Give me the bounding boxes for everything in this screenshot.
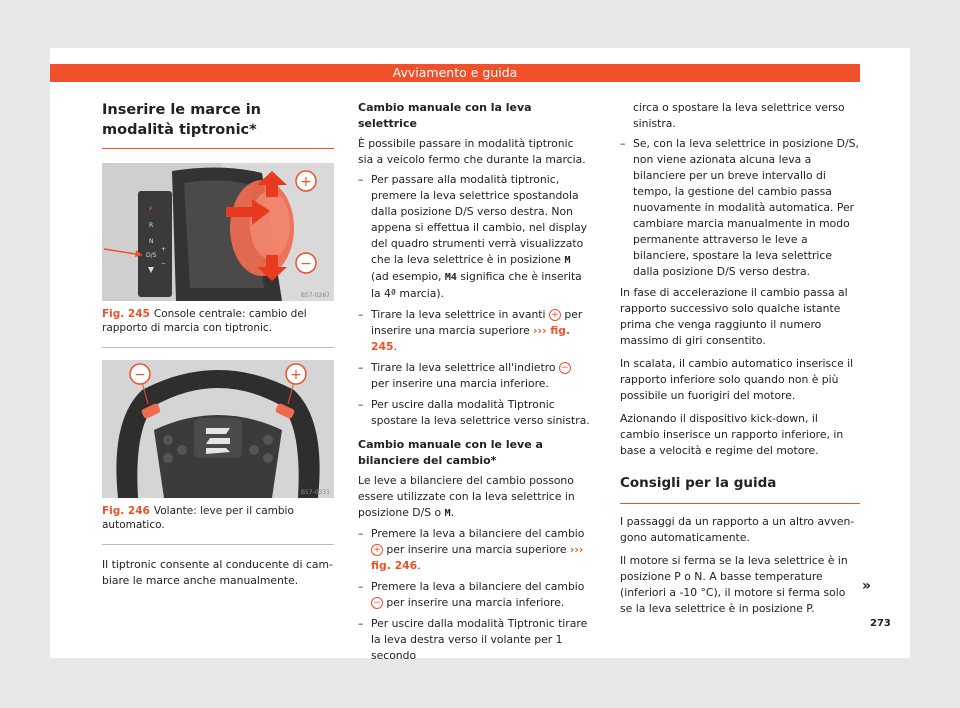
paragraph: Le leve a bilanciere del cambio possono essere utilizzate con la leva selettrice in posizione D/S o M. bbox=[358, 474, 575, 519]
brand-logo bbox=[206, 428, 230, 454]
plus-icon: + bbox=[371, 544, 383, 556]
paragraph: In scalata, il cambio automatico inserisce il rapporto inferiore solo quando non è più possibile un fuorigiri del motore. bbox=[620, 357, 854, 402]
figure-caption bbox=[102, 504, 334, 545]
list-item: – Premere la leva a bilanciere del cambio + per inserire una marcia superiore ››› fig. 246. bbox=[358, 526, 590, 574]
list-item: – Per passare alla modalità tiptronic, premere la leva selettrice spostandola dalla posizione D/S verso destra. Non appena si effettua il cambio, nel display del quadro strumenti verrà visualizzato che la leva selettrice è in posizione M (ad esempio, M4 significa che è inserita la 4ª marcia). bbox=[358, 172, 590, 302]
subheading-manual-lever: Cambio manuale con la leva selettrice bbox=[358, 101, 532, 130]
list-item: – Tirare la leva selettrice all'indietro − per inserire una marcia inferiore. bbox=[358, 360, 590, 392]
instruction-list bbox=[358, 172, 590, 429]
paragraph: Azionando il dispositivo kick-down, il cambio inserisce un rapporto inferiore, in base a velocità e regime del motore. bbox=[620, 412, 844, 457]
intro-paragraph: Il tiptronic consente al conducente di cambiare le marce anche manualmente. bbox=[102, 558, 333, 587]
figure-caption-text: Volante: leve per il cambio automatico. bbox=[102, 505, 294, 531]
fig-reference-arrow[interactable]: ››› bbox=[533, 324, 547, 337]
chapter-title: Avviamento e guida bbox=[392, 65, 518, 80]
paragraph: Il motore si ferma se la leva selettrice è in posizione P o N. A basse temperature (inferiori a -10 °C), il motore si ferma solo se la leva selettrice è in posizione P. bbox=[620, 554, 848, 615]
section-title: Inserire le marce in modalità tiptronic* bbox=[102, 100, 334, 149]
page-number: 273 bbox=[870, 618, 891, 629]
fig-reference-link[interactable]: fig. 246 bbox=[371, 559, 418, 572]
list-item-continuation: circa o spostare la leva selettrice verso sinistra. bbox=[633, 101, 845, 130]
minus-sign: − bbox=[134, 367, 146, 383]
manual-page bbox=[50, 48, 910, 662]
gear-label-ds: D/S bbox=[146, 252, 157, 259]
gear-label-r: R bbox=[149, 222, 154, 229]
figure-code: B57-0331 bbox=[300, 489, 330, 496]
paragraph: In fase di accelerazione il cambio passa al rapporto successivo solo qualche istante prima che venga raggiunto il numero massimo di giri consentito. bbox=[620, 286, 848, 347]
figure-gear-selector bbox=[102, 163, 334, 301]
gear-label-p: P bbox=[149, 206, 153, 213]
figure-code: B57-0267 bbox=[300, 292, 330, 299]
chapter-header bbox=[50, 64, 860, 82]
figure-caption bbox=[102, 307, 334, 348]
fig-reference-arrow[interactable]: ››› bbox=[569, 543, 584, 556]
paragraph: I passaggi da un rapporto a un altro avvengono automaticamente. bbox=[620, 515, 855, 544]
fig-reference-link[interactable]: fig. 245 bbox=[371, 324, 571, 353]
list-item: – Premere la leva a bilanciere del cambio − per inserire una marcia inferiore. bbox=[358, 579, 590, 611]
figure-steering-wheel bbox=[102, 360, 334, 498]
list-item: – Tirare la leva selettrice in avanti + per inserire una marcia superiore ››› fig. 245. bbox=[358, 307, 590, 355]
left-column bbox=[102, 100, 334, 589]
subheading-paddles: Cambio manuale con le leve a bilanciere del cambio* bbox=[358, 438, 543, 467]
svg-text:+: + bbox=[161, 246, 167, 253]
steering-wheel-illustration bbox=[102, 360, 334, 498]
middle-column bbox=[358, 100, 590, 669]
instruction-list bbox=[358, 526, 590, 664]
minus-icon: − bbox=[559, 362, 571, 374]
instruction-list bbox=[620, 136, 860, 280]
list-item: – Se, con la leva selettrice in posizione D/S, non viene azionata alcuna leva a bilanciere per un breve intervallo di tempo, la gestione del cambio passa nuovamente in modalità automatica. Per cambiare marcia manualmente in modo permanente attraverso le leve a bilanciere, spostare la leva selettrice dalla posizione D/S verso destra. bbox=[620, 136, 860, 280]
svg-text:−: − bbox=[161, 260, 167, 267]
figure-caption-text: Console centrale: cambio del rapporto di marcia con tiptronic. bbox=[102, 308, 307, 334]
minus-icon: − bbox=[371, 597, 383, 609]
paragraph: È possibile passare in modalità tiptronic sia a veicolo fermo che durante la marcia. bbox=[358, 137, 586, 166]
figure-number: Fig. 246 bbox=[102, 505, 150, 517]
minus-sign: − bbox=[300, 256, 312, 272]
list-item: – Per uscire dalla modalità Tiptronic tirare la leva destra verso il volante per 1 secondo bbox=[358, 616, 590, 664]
list-item: – Per uscire dalla modalità Tiptronic spostare la leva selettrice verso sinistra. bbox=[358, 397, 590, 429]
plus-sign: + bbox=[290, 367, 302, 383]
gear-label-n: N bbox=[149, 238, 154, 245]
figure-number: Fig. 245 bbox=[102, 308, 150, 320]
plus-icon: + bbox=[549, 309, 561, 321]
plus-sign: + bbox=[300, 174, 312, 190]
right-column bbox=[620, 100, 860, 617]
continued-arrow-icon: » bbox=[862, 578, 872, 594]
tips-section-title: Consigli per la guida bbox=[620, 473, 860, 504]
gear-selector-illustration bbox=[102, 163, 334, 301]
